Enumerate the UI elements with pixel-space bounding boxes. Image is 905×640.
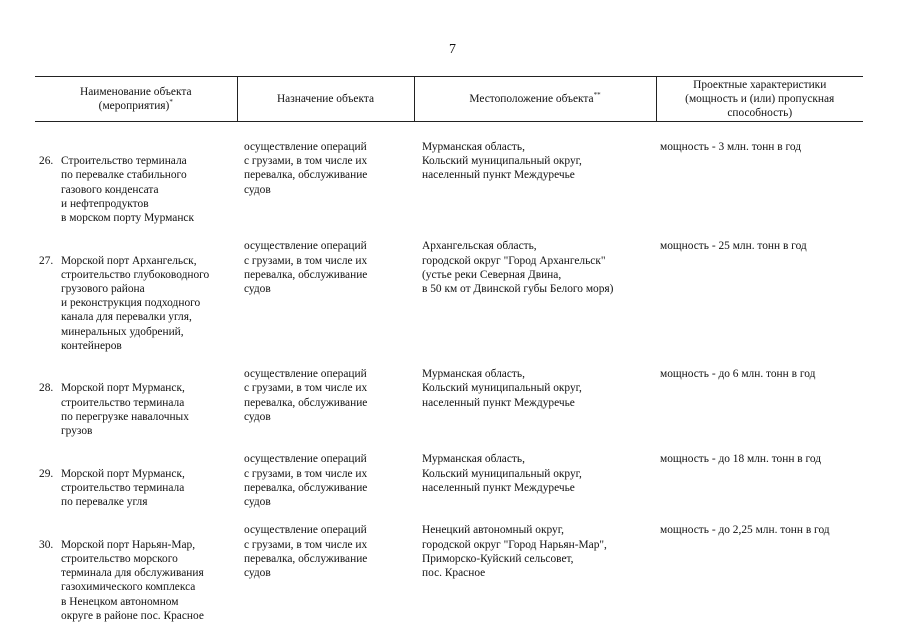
table-row	[35, 523, 863, 637]
table-row	[35, 367, 863, 452]
page-number: 7	[449, 42, 456, 57]
table-header	[35, 77, 863, 122]
object-capacity: мощность - до 6 млн. тонн в год	[660, 368, 816, 381]
object-name-cell	[35, 122, 237, 240]
object-purpose: осуществление операций с грузами, в том числе их перевалка, обслуживание судов	[244, 141, 368, 196]
object-purpose: осуществление операций с грузами, в том числе их перевалка, обслуживание судов	[244, 524, 368, 580]
projects-table	[35, 76, 863, 637]
object-capacity: мощность - 3 млн. тонн в год	[660, 141, 802, 153]
object-name: Строительство терминала по перевалке стабильного газового конденсата и нефтепродуктов в морском порту Мурманск	[61, 155, 195, 225]
object-purpose: осуществление операций с грузами, в том числе их перевалка, обслуживание судов	[244, 368, 368, 423]
row-number: 29.	[39, 467, 54, 480]
object-capacity: мощность - до 2,25 млн. тонн в год	[660, 524, 830, 537]
object-capacity: мощность - до 18 млн. тонн в год	[660, 453, 822, 466]
table-row	[35, 452, 863, 523]
header-object-name	[35, 77, 237, 122]
object-purpose: осуществление операций с грузами, в том числе их перевалка, обслуживание судов	[244, 453, 368, 509]
header-object-location-text: Местоположение объекта	[469, 92, 594, 105]
object-location: Мурманская область, Кольский муниципальный округ, населенный пункт Междуречье	[422, 141, 582, 182]
object-location: Ненецкий автономный округ, городской округ "Город Нарьян-Мар", Приморско-Куйский сельсовет, пос. Красное	[422, 524, 607, 580]
object-location: Мурманская область, Кольский муниципальный округ, населенный пункт Междуречье	[422, 368, 582, 409]
table-body	[35, 122, 863, 638]
object-name-cell	[35, 452, 237, 523]
footnote-mark-single: *	[169, 98, 173, 107]
header-design-characteristics	[656, 77, 863, 122]
object-location: Мурманская область, Кольский муниципальный округ, населенный пункт Междуречье	[422, 453, 582, 494]
header-design-characteristics-text: Проектные характеристики (мощность и (или) пропускная способность)	[685, 78, 835, 120]
object-purpose: осуществление операций с грузами, в том числе их перевалка, обслуживание судов	[244, 240, 368, 296]
row-number: 28.	[39, 382, 54, 395]
row-number: 27.	[39, 254, 54, 267]
object-location: Архангельская область, городской округ "Город Архангельск" (устье реки Северная Двина, в 50 км от Двинской губы Белого моря)	[422, 240, 614, 296]
object-name: Морской порт Мурманск, строительство терминала по перевалке угля	[61, 467, 185, 509]
row-number: 26.	[39, 155, 54, 168]
header-object-location	[414, 77, 656, 122]
header-object-purpose-text: Назначение объекта	[276, 92, 375, 105]
header-object-name-text: Наименование объекта (мероприятия)	[79, 85, 192, 112]
footnote-mark-double: **	[593, 91, 601, 100]
object-name: Морской порт Архангельск, строительство глубоководного грузового района и реконструкция подходного канала для перевалки угля, минеральных удобрений, контейнеров	[61, 254, 210, 352]
object-name-cell	[35, 523, 237, 637]
table-row	[35, 239, 863, 367]
object-name-cell	[35, 367, 237, 452]
object-name: Морской порт Нарьян-Мар, строительство морского терминала для обслуживания газохимического комплекса в Ненецком автономном округе в районе пос. Красное	[61, 538, 204, 622]
object-capacity: мощность - 25 млн. тонн в год	[660, 240, 807, 253]
header-row	[35, 77, 863, 122]
object-name: Морской порт Мурманск, строительство терминала по перегрузке навалочных грузов	[61, 382, 189, 438]
row-number: 30.	[39, 538, 54, 551]
object-name-cell	[35, 239, 237, 367]
table-row	[35, 122, 863, 240]
header-object-purpose	[237, 77, 414, 122]
